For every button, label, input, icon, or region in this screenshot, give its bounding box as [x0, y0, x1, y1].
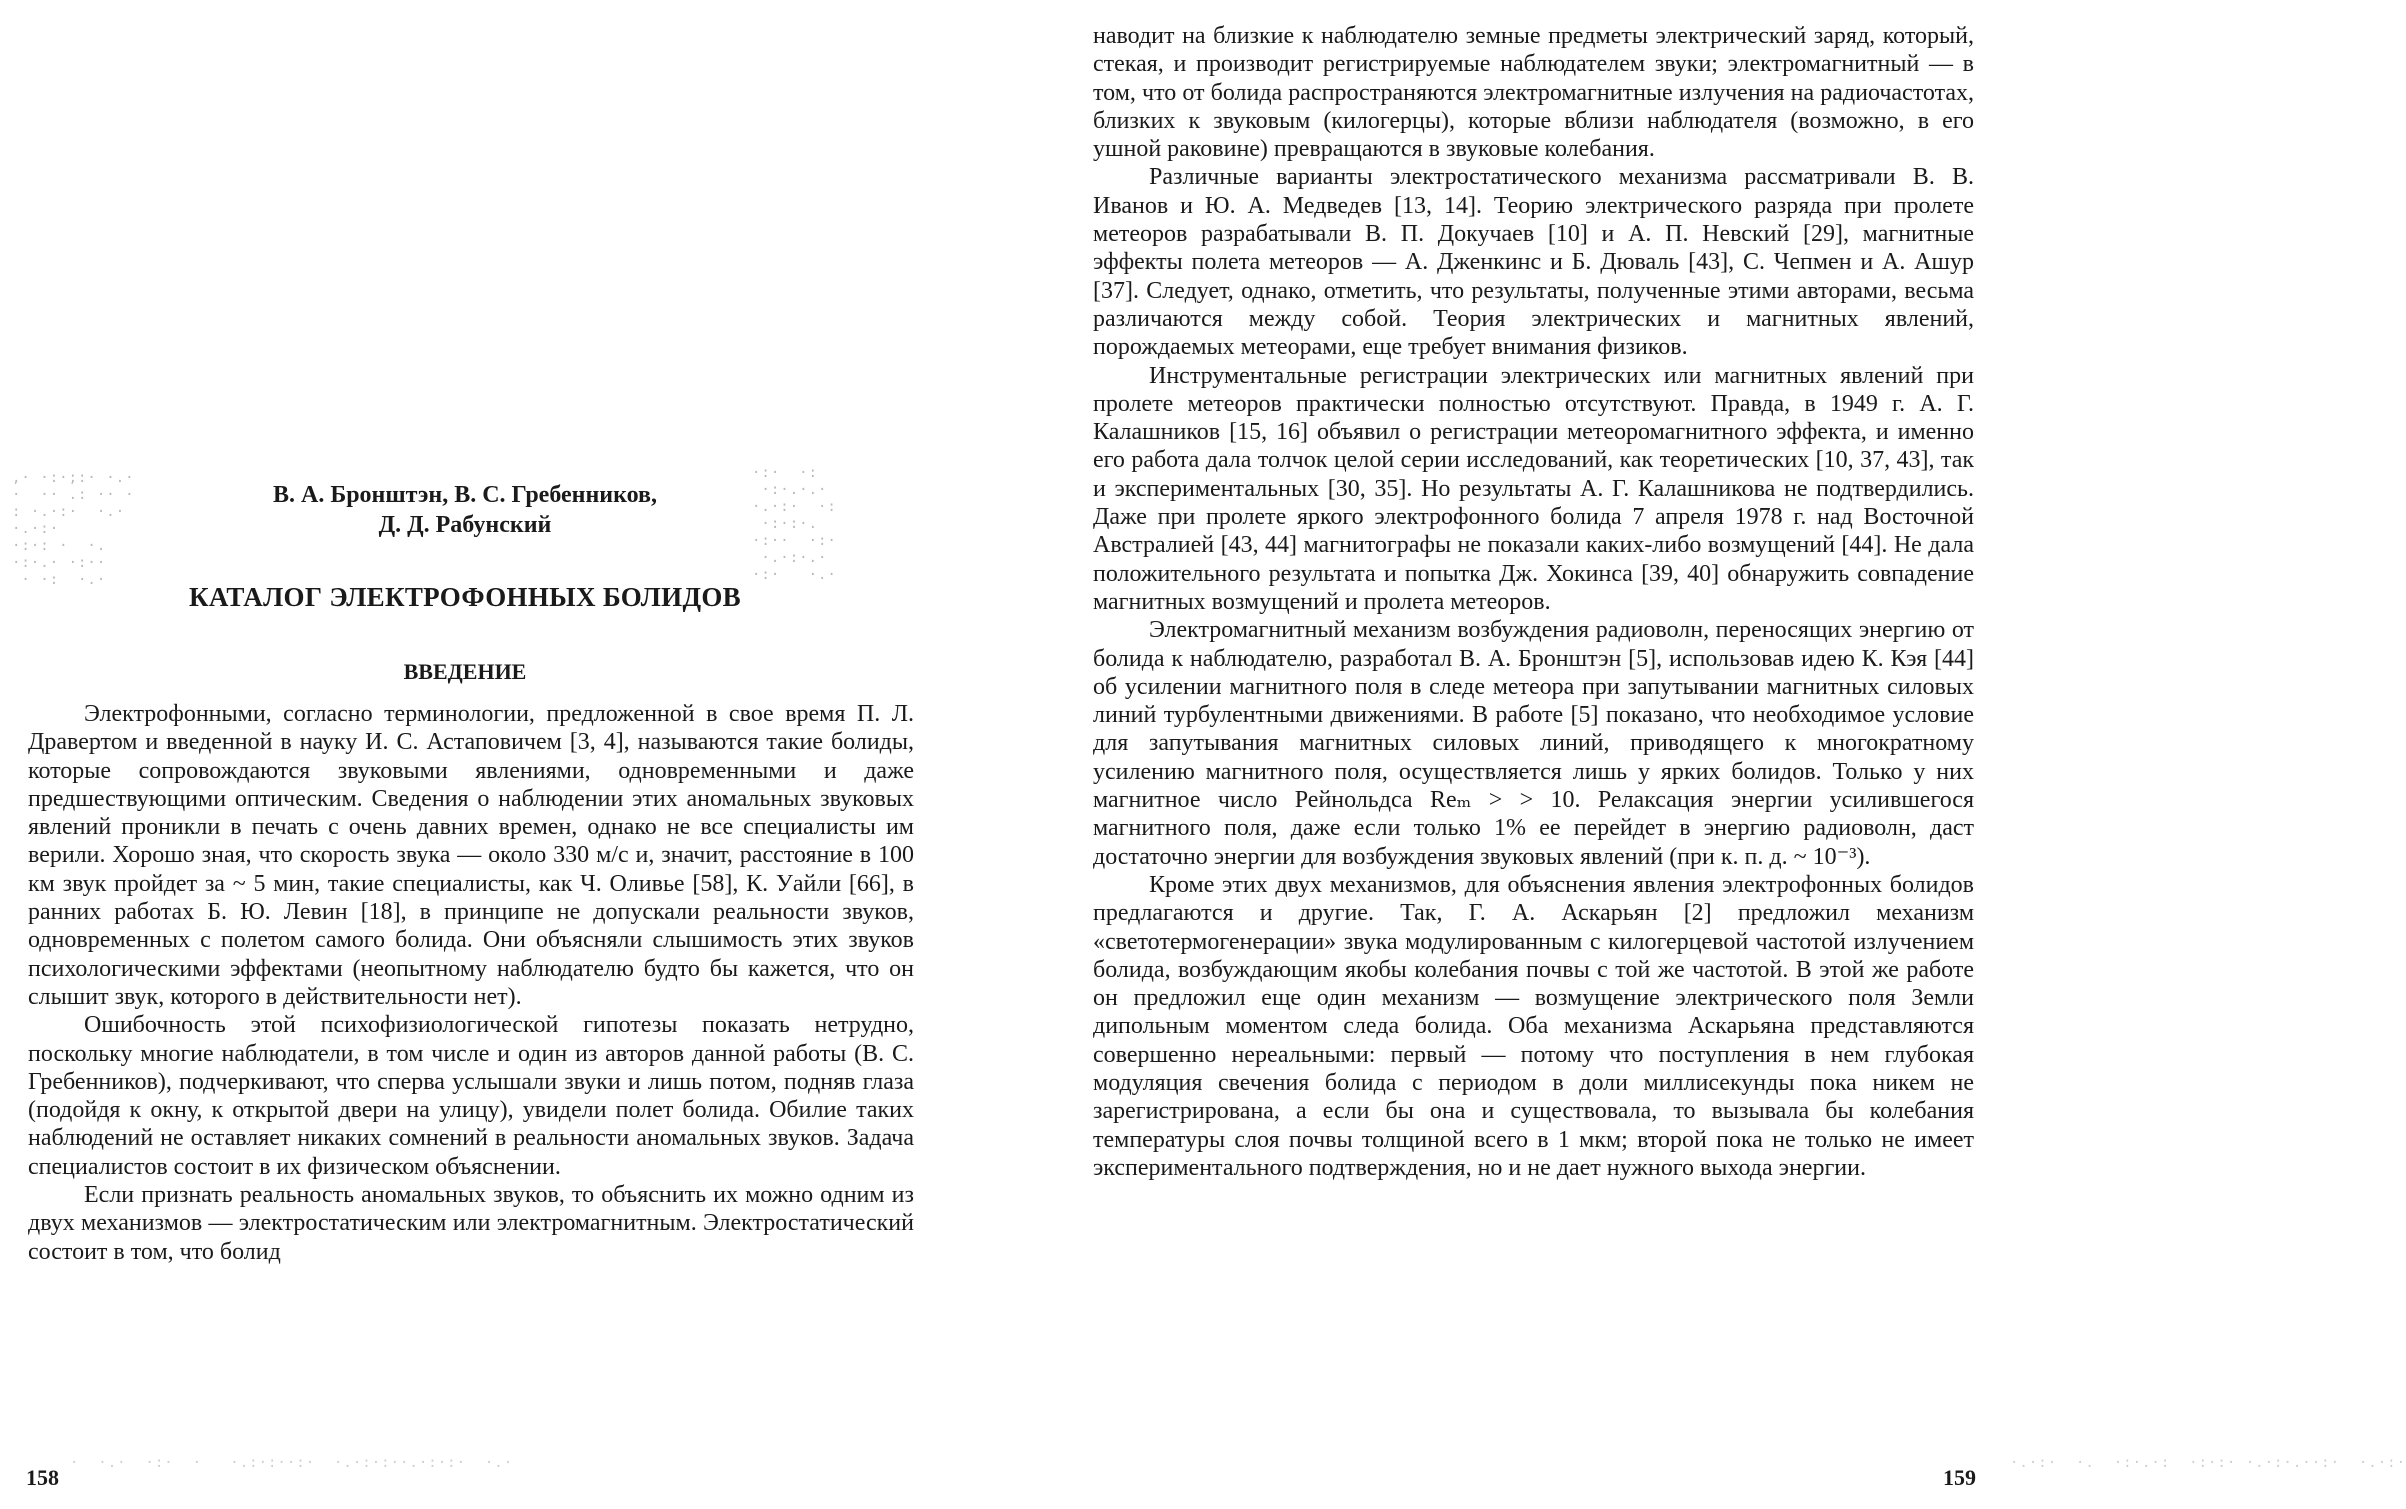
paragraph: Ошибочность этой психофизиологической гипотезы показать нетрудно, поскольку многие наблюдатели, в том числе и один из авторов данной работы (В. С. Гребенников), подчеркивают, что сперва услышали звуки и лишь потом, подняв глаза (подойдя к окну, к открытой двери на улицу), увидели полет болида. Обилие таких наблюдений не оставляет никаких сомнений в реальности аномальных звуков. Задача специалистов состоит в их физическом объяснении. — [28, 1012, 914, 1180]
paragraph: Электромагнитный механизм возбуждения радиоволн, переносящих энергию от болида к наблюдателю, разработал В. А. Бронштэн [5], использовав идею К. Кэя [44] об усилении магнитного поля в следе метеора при запутывании магнитных силовых линий турбулентными движениями. В работе [5] показано, что необходимое условие для запутывания магнитных силовых линий, приводящего к многократному усилению магнитного поля, осуществляется лишь у ярких болидов. Только у них магнитное число Рейнольдса Reₘ > > 10. Релаксация энергии усилившегося магнитного поля, даже если только 1% ее перейдет в энергию радиоволн, даст достаточно энергии для возбуждения звуковых явлений (при к. п. д. ~ 10⁻³). — [1093, 617, 1974, 870]
bleed-through-text: ·.·:· ·. ·:·.·: ·:·:· ·.·:·.··:· ·.·:· — [2010, 1455, 2406, 1471]
right-text-column — [1093, 22, 1974, 1182]
bleed-through-text: ·:· ·: ·:·.·.· ·.·:· ·: ·:·:·. ·:·· ·:· ·.·:·.· ·:· ·.· — [752, 465, 837, 583]
left-page — [0, 0, 1000, 1509]
paragraph: Если признать реальность аномальных звуков, то объяснить их можно одним из двух механизмов — электростатическим или электромагнитным. Электростатический состоит в том, что болид — [28, 1182, 914, 1265]
page-number: 159 — [1943, 1465, 1976, 1490]
article-header — [160, 480, 770, 686]
paragraph: Электрофонными, согласно терминологии, предложенной в свое время П. Л. Дравертом и введенной в науку И. С. Астаповичем [3, 4], называются такие болиды, которые сопровождаются звуковыми явлениями, одновременными и даже предшествующими оптическим. Сведения о наблюдении этих аномальных звуковых явлений проникли в печать с очень давних времен, однако не все специалисты им верили. Хорошо зная, что скорость звука — около 330 м/с и, значит, расстояние в 100 км звук пройдет за ~ 5 мин, такие специалисты, как Ч. Оливье [58], К. Уайли [66], в ранних работах Б. Ю. Левин [18], в принципе не допускали реальности звуков, одновременных с полетом самого болида. Они объясняли слышимость этих звуков психологическими эффектами (неопытному наблюдателю будто бы кажется, что он слышит звук, которого в действительности нет). — [28, 701, 914, 1010]
page-number: 158 — [26, 1465, 59, 1490]
authors-line-2: Д. Д. Рабунский — [378, 512, 552, 538]
paragraph: Кроме этих двух механизмов, для объяснения явления электрофонных болидов предлагаются и другие. Так, Г. А. Аскарьян [2] предложил механизм «светотермогенерации» звука модулированным с килогерцевой частотой излучением болида, возбуждающим якобы колебания почвы с той же частотой. В этой же работе он предложил еще один механизм — возмущение электрического поля Земли дипольным моментом следа болида. Оба механизма Аскарьяна представляются совершенно нереальными: первый — потому что поступления в нем глубокая модуляция свечения болида с периодом в доли миллисекунды пока никем не зарегистрирована, а если бы она и существовала, то вызывала бы колебания температуры слоя почвы толщиной всего в 1 мкм; второй пока не только не имеет экспериментального подтверждения, но и не дает нужного выхода энергии. — [1093, 871, 1974, 1181]
bleed-through-text: ,· ·:·;:· ·.· · ·· .: ·· · : ·.·:· ·.· ·.·:· ·:·: · ·. ·:·.· ·:·· · ·: ·.· — [12, 470, 135, 588]
authors — [160, 480, 770, 540]
article-title: КАТАЛОГ ЭЛЕКТРОФОННЫХ БОЛИДОВ — [189, 582, 741, 612]
bleed-through-text: · ·.· ·:· · ·.:·:··:· ·.·:·:··.·:·:· ·.· — [70, 1455, 514, 1471]
paragraph: наводит на близкие к наблюдателю земные предметы электрический заряд, который, стекая, и производит регистрируемые наблюдателем звуки; электромагнитный — в том, что от болида распространяются электромагнитные излучения на радиочастотах, близких к звуковым (килогерцы), которые вблизи наблюдателя (возможно, в его ушной раковине) превращаются в звуковые колебания. — [1093, 23, 1974, 163]
paragraph: Различные варианты электростатического механизма рассматривали В. В. Иванов и Ю. А. Медведев [13, 14]. Теорию электрического разряда при пролете метеоров разрабатывали В. П. Докучаев [10] и А. П. Невский [29], магнитные эффекты полета метеоров — А. Дженкинс и Б. Дюваль [43], С. Чепмен и А. Ашур [37]. Следует, однако, отметить, что результаты, полученные этими авторами, весьма различаются между собой. Теория электрических и магнитных явлений, порождаемых метеорами, еще требует внимания физиков. — [1093, 164, 1974, 361]
right-page — [1000, 0, 2406, 1509]
authors-line-1: В. А. Бронштэн, В. С. Гребенников, — [272, 482, 658, 508]
paragraph: Инструментальные регистрации электрических или магнитных явлений при пролете метеоров практически полностью отсутствуют. Правда, в 1949 г. А. Г. Калашников [15, 16] объявил о регистрации метеоромагнитного эффекта, и именно его работа дала толчок целой серии исследований, как теоретических [10, 37, 43], так и экспериментальных [30, 35]. Но результаты А. Г. Калашникова не подтвердились. Даже при пролете яркого электрофонного болида 7 апреля 1978 г. над Восточной Австралией [43, 44] магнитографы не показали каких-либо возмущений [44]. Не дала положительного результата и попытка Дж. Хокинса [39, 40] обнаружить совпадение магнитных возмущений и пролета метеоров. — [1093, 362, 1974, 615]
left-text-column — [28, 700, 914, 1266]
section-heading: ВВЕДЕНИЕ — [403, 659, 527, 684]
